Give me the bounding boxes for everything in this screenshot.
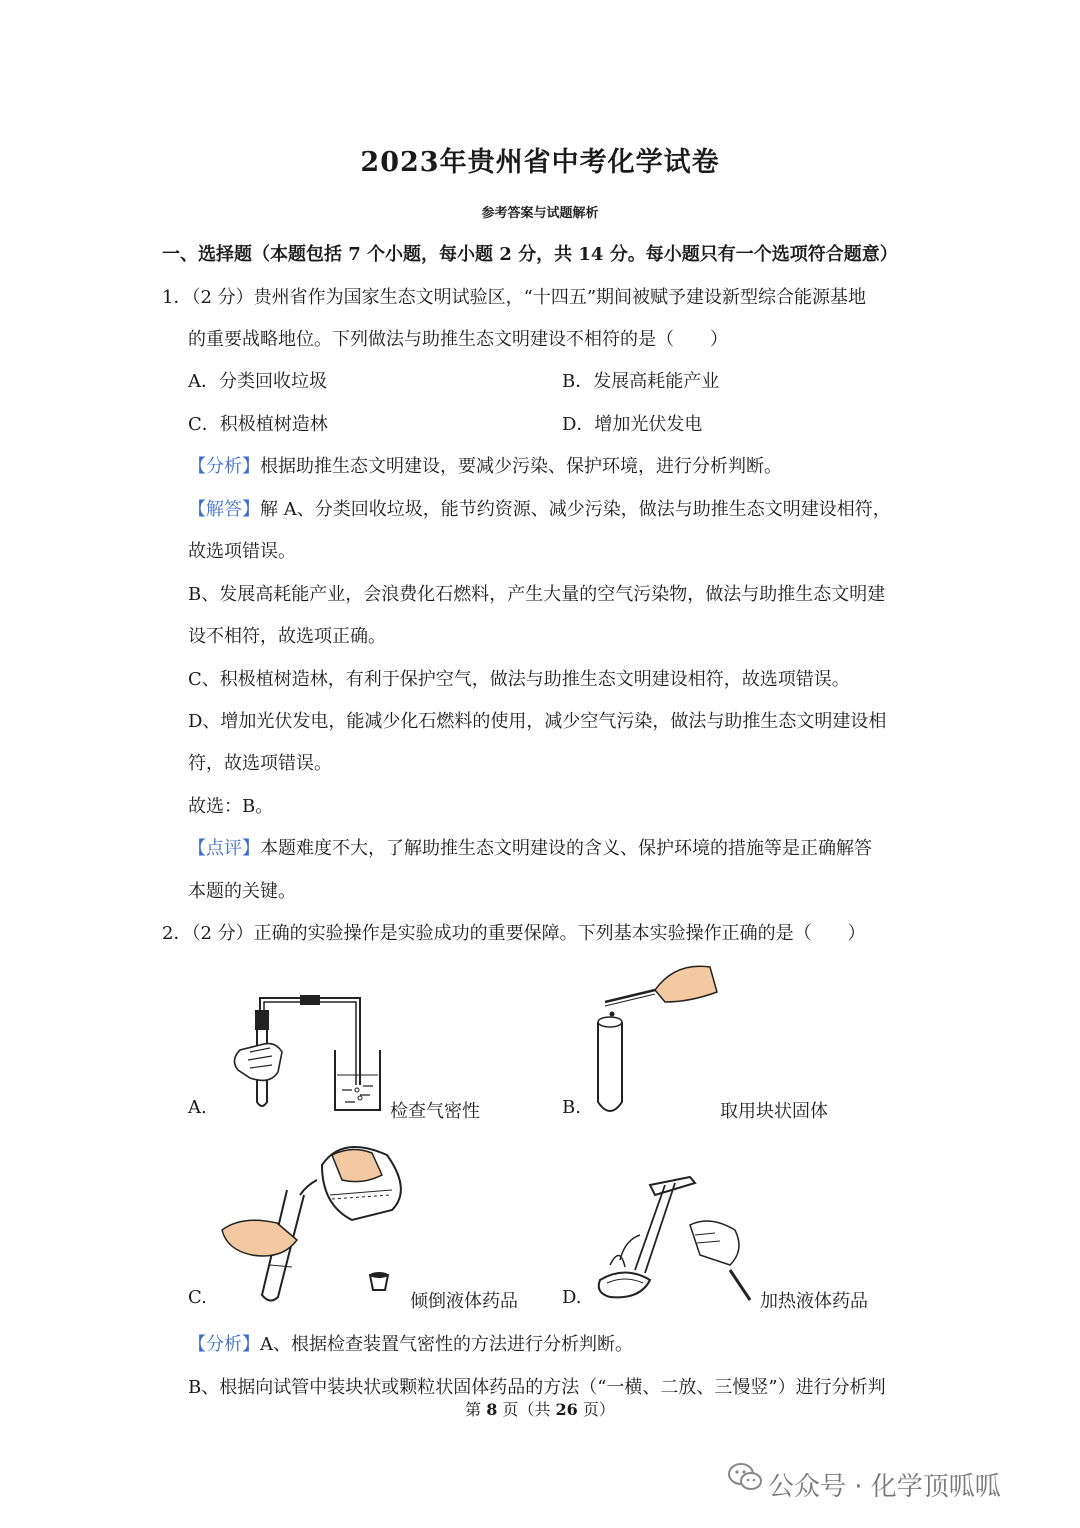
page-footer: [0, 1397, 1080, 1420]
figure-pouring-liquid: [222, 1135, 412, 1305]
q2-option-a-label: 检查气密性: [390, 1101, 480, 1122]
footer-suffix: 页）: [582, 1400, 615, 1419]
q2-option-d-label: 加热液体药品: [760, 1291, 868, 1312]
q2-stem: 2．（2 分）正确的实验操作是实验成功的重要保障。下列基本实验操作正确的是（ ）: [162, 923, 866, 944]
q2-option-c-label: 倾倒液体药品: [410, 1291, 518, 1312]
comment-tag: 【点评】: [188, 838, 260, 859]
q2-analysis-b: B、根据向试管中装块状或颗粒状固体药品的方法（“一横、二放、三慢竖”）进行分析判: [188, 1377, 886, 1398]
analysis-text: A、根据检查装置气密性的方法进行分析判断。: [260, 1334, 633, 1355]
wechat-icon: [728, 1462, 762, 1492]
comment-text: 本题难度不大，了解助推生态文明建设的含义、保护环境的措施等是正确解答: [260, 838, 872, 859]
q1-stem-line-1: 1．（2 分）贵州省作为国家生态文明试验区，“十四五”期间被赋予建设新型综合能源基地: [162, 287, 867, 308]
analysis-text: 根据助推生态文明建设，要减少污染、保护环境，进行分析判断。: [260, 456, 782, 477]
answer-tag: 【解答】: [188, 499, 260, 520]
q2-analysis: [188, 1330, 633, 1356]
q1-option-d: D．增加光伏发电: [562, 414, 703, 435]
q2-option-d-letter: D.: [562, 1287, 582, 1308]
q2-option-c-letter: C.: [188, 1287, 207, 1308]
q1-answer-line-2: 故选项错误。: [188, 541, 296, 562]
page-title: 2023年贵州省中考化学试卷: [360, 147, 720, 178]
q2-option-b-label: 取用块状固体: [720, 1101, 828, 1122]
q1-option-c: C．积极植树造林: [188, 414, 328, 435]
q1-answer-line-6: D、增加光伏发电，能减少化石燃料的使用，减少空气污染，做法与助推生态文明建设相: [188, 711, 887, 732]
q1-answer-line-3: B、发展高耗能产业，会浪费化石燃料，产生大量的空气污染物，做法与助推生态文明建: [188, 584, 886, 605]
q1-option-b: B．发展高耗能产业: [562, 371, 720, 392]
q1-choice: 故选：B。: [188, 796, 274, 817]
footer-middle: 页（共: [502, 1400, 551, 1419]
q1-option-a: A．分类回收垃圾: [188, 371, 327, 392]
footer-total-pages: 26: [555, 1400, 578, 1419]
analysis-tag: 【分析】: [188, 1334, 260, 1355]
q1-answer-line-4: 设不相符，故选项正确。: [188, 626, 386, 647]
answer-text: 解 A、分类回收垃圾，能节约资源、减少污染，做法与助推生态文明建设相符，: [260, 499, 891, 520]
q1-comment-line-2: 本题的关键。: [188, 881, 296, 902]
section-heading: 一、选择题（本题包括 7 个小题，每小题 2 分，共 14 分。每小题只有一个选项符合题意）: [162, 244, 898, 265]
figure-airtightness-check: [220, 990, 390, 1115]
figure-heating-liquid: [595, 1175, 760, 1305]
q2-option-a-letter: A.: [188, 1097, 207, 1118]
q2-option-b-letter: B.: [562, 1097, 581, 1118]
page-subtitle: 参考答案与试题解析: [481, 206, 599, 221]
footer-page-number: 8: [486, 1400, 498, 1419]
q1-answer-line-7: 符，故选项错误。: [188, 753, 332, 774]
analysis-tag: 【分析】: [188, 456, 260, 477]
footer-prefix: 第: [465, 1400, 482, 1419]
watermark-text: 公众号 · 化学顶呱呱: [768, 1472, 1001, 1502]
figure-solid-sampling: [595, 962, 725, 1117]
q1-comment-line-1: [188, 834, 872, 860]
q1-stem-line-2: 的重要战略地位。下列做法与助推生态文明建设不相符的是（ ）: [188, 329, 728, 350]
q1-answer-line-1: [188, 495, 891, 521]
q1-answer-line-5: C、积极植树造林，有利于保护空气，做法与助推生态文明建设相符，故选项错误。: [188, 669, 850, 690]
q1-analysis: [188, 452, 782, 478]
